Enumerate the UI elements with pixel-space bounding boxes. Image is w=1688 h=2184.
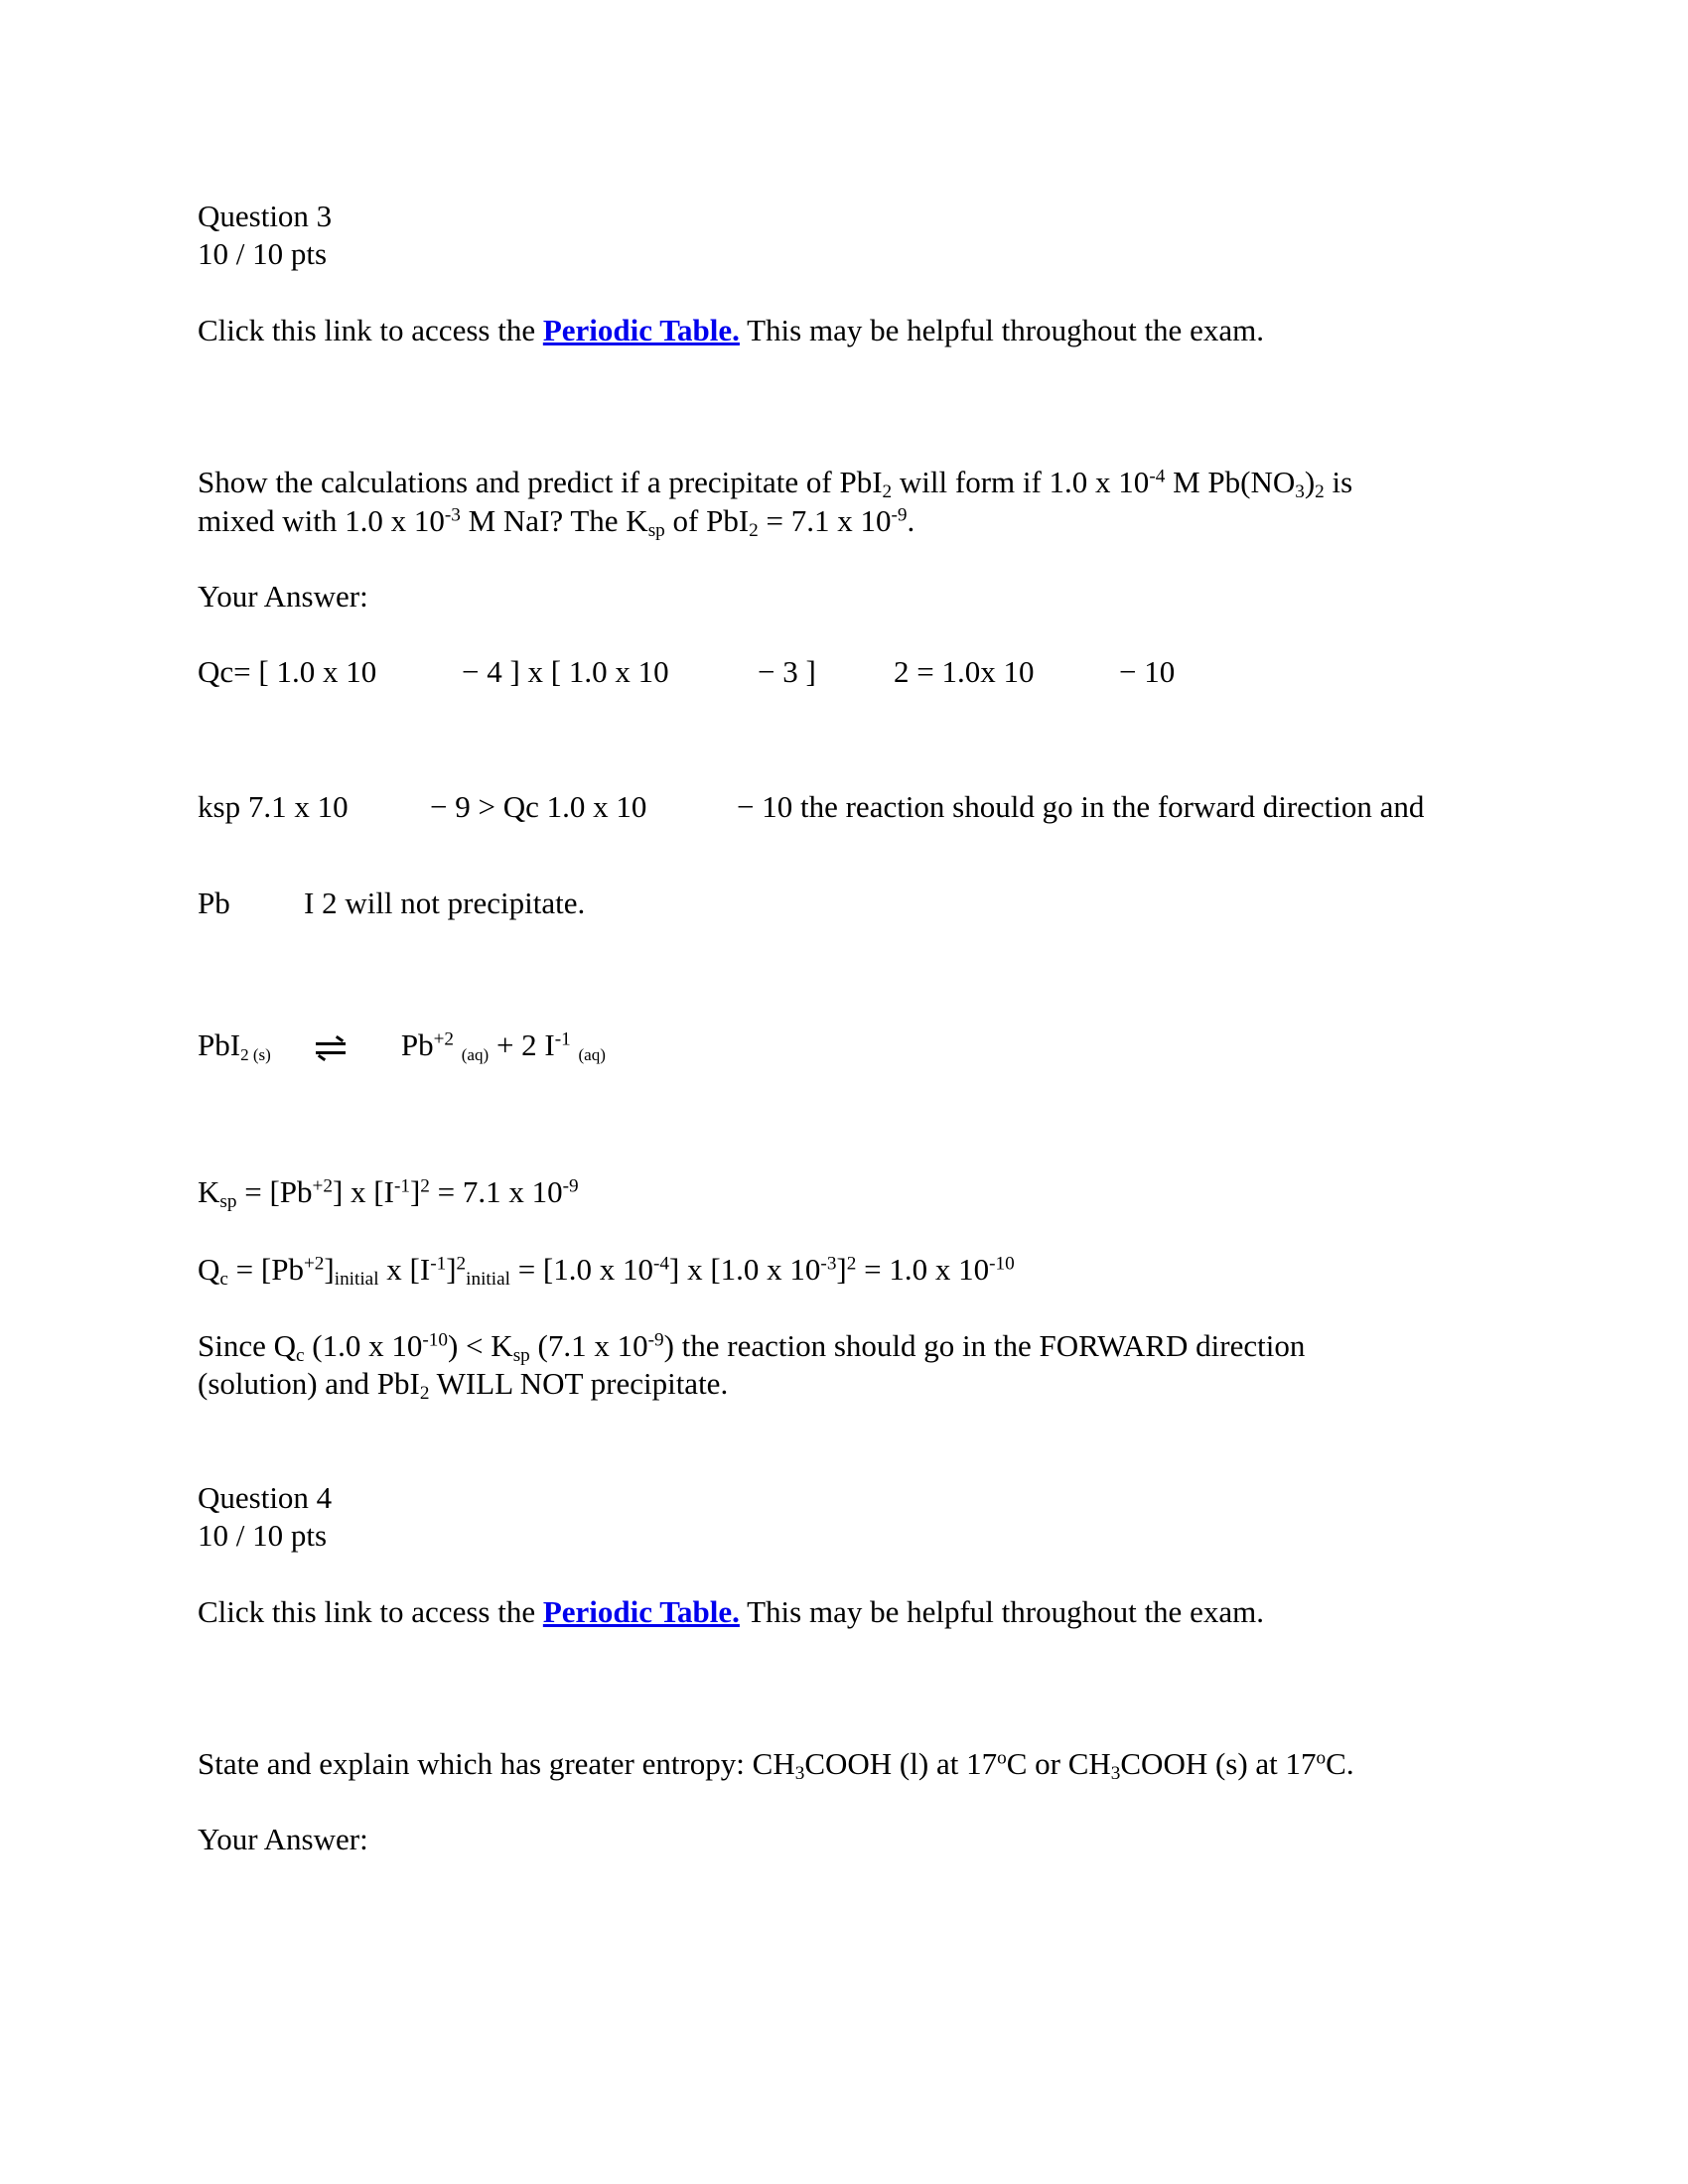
superscript: +2 [303,1253,325,1275]
text: K [198,1174,220,1209]
text: (7.1 x 10 [529,1328,648,1363]
superscript: -10 [422,1329,448,1351]
question-4-periodic-table-line [198,1596,1264,1627]
superscript: -1 [554,1028,571,1050]
subscript: 3 [1295,480,1305,502]
periodic-table-link[interactable]: Periodic Table. [542,1594,740,1629]
subscript: c [219,1268,228,1290]
superscript: -10 [989,1253,1015,1275]
qc-part-e: − 10 [1119,654,1176,689]
text: C or CH [1006,1746,1111,1781]
subscript: 2 (s) [240,1045,271,1065]
ksp-part-b: − 9 > Qc 1.0 x 10 [430,789,647,824]
prompt-text: M NaI? The K [460,503,648,538]
question-3-prompt-line-1 [198,465,1353,502]
question-4-your-answer-label: Your Answer: [198,1822,368,1856]
prompt-text: of PbI [664,503,750,538]
superscript: +2 [312,1175,333,1197]
subscript: 3 [1110,1762,1121,1784]
pb-part-b: I 2 will not precipitate. [304,886,586,920]
ksp-expression [198,1174,579,1212]
subscript: 3 [794,1762,805,1784]
link-prefix: Click this link to access the [198,1594,543,1629]
superscript: -3 [820,1253,837,1275]
subscript: 2 [749,519,759,541]
question-4-prompt [198,1746,1354,1784]
text: ) < K [447,1328,513,1363]
product-1: Pb [400,1027,434,1062]
subscript: sp [219,1190,237,1212]
text: ] [324,1252,335,1287]
superscript: -9 [891,504,908,526]
question-3-prompt-line-2 [198,503,915,541]
text: = 7.1 x 10 [429,1174,563,1209]
prompt-text: will form if 1.0 x 10 [892,465,1150,499]
subscript: 2 [882,480,893,502]
subscript: sp [512,1344,530,1366]
subscript: (aq) [461,1045,490,1065]
question-4-title: Question 4 [198,1480,333,1515]
link-suffix: This may be helpful throughout the exam. [739,313,1264,347]
conclusion-line-1 [198,1328,1306,1366]
text: ] [836,1252,847,1287]
subscript: 2 [419,1382,430,1404]
text: ] [446,1252,457,1287]
text: ) the reaction should go in the FORWARD direction [663,1328,1306,1363]
superscript: -4 [653,1253,670,1275]
superscript: o [1316,1747,1327,1769]
equilibrium-arrow-icon [314,1037,348,1059]
prompt-text: is [1324,465,1353,499]
subscript: (aq) [578,1045,606,1065]
superscript: -9 [562,1175,579,1197]
prompt-text: ) [1304,465,1316,499]
text: ] [409,1174,421,1209]
ksp-part-a: ksp 7.1 x 10 [198,789,349,824]
question-3-your-answer-label: Your Answer: [198,579,368,614]
plus-term: + 2 I [489,1027,555,1062]
superscript: 2 [456,1253,467,1275]
periodic-table-link[interactable]: Periodic Table. [542,313,740,347]
qc-part-b: − 4 ] x [ 1.0 x 10 [462,654,669,689]
link-prefix: Click this link to access the [198,313,543,347]
text: = [1.0 x 10 [509,1252,654,1287]
question-4-points: 10 / 10 pts [198,1518,328,1553]
text: Since Q [198,1328,297,1363]
superscript: -4 [1149,466,1166,487]
dissolution-equation [198,1027,606,1065]
qc-part-a: Qc= [ 1.0 x 10 [198,654,377,689]
text: x [I [378,1252,431,1287]
prompt-text: mixed with 1.0 x 10 [198,503,445,538]
text: ] x [1.0 x 10 [669,1252,821,1287]
superscript: -1 [430,1253,447,1275]
reactant: PbI [198,1027,241,1062]
pb-part-a: Pb [198,886,230,920]
superscript: -3 [444,504,461,526]
text: (1.0 x 10 [304,1328,423,1363]
question-3-title: Question 3 [198,199,333,233]
subscript: 2 [1315,480,1325,502]
superscript: 2 [420,1175,430,1197]
text: = [Pb [227,1252,304,1287]
question-3-periodic-table-line [198,315,1264,345]
superscript: -9 [647,1329,664,1351]
ksp-part-c: − 10 the reaction should go in the forward direction and [737,789,1425,824]
qc-part-d: 2 = 1.0x 10 [894,654,1035,689]
conclusion-line-2 [198,1366,729,1404]
qc-part-c: − 3 ] [758,654,816,689]
text: = 1.0 x 10 [856,1252,990,1287]
subscript: sp [647,519,665,541]
prompt-text: Show the calculations and predict if a precipitate of PbI [198,465,883,499]
text: C. [1326,1746,1354,1781]
text: = [Pb [236,1174,313,1209]
prompt-text: M Pb(NO [1165,465,1296,499]
superscript: o [997,1747,1007,1769]
prompt-text: = 7.1 x 10 [758,503,892,538]
prompt-text: . [907,503,915,538]
text: COOH (s) at 17 [1120,1746,1317,1781]
superscript: -1 [393,1175,410,1197]
link-suffix: This may be helpful throughout the exam. [739,1594,1264,1629]
question-3-points: 10 / 10 pts [198,236,328,271]
text: (solution) and PbI [198,1366,420,1401]
text: State and explain which has greater entropy: CH [198,1746,795,1781]
text: WILL NOT precipitate. [429,1366,729,1401]
text: ] x [I [332,1174,394,1209]
superscript: +2 [433,1028,455,1050]
qc-expression [198,1252,1015,1290]
subscript: initial [466,1268,510,1290]
superscript: 2 [846,1253,857,1275]
text: COOH (l) at 17 [804,1746,998,1781]
subscript: c [296,1344,305,1366]
subscript: initial [334,1268,379,1290]
text: Q [198,1252,220,1287]
